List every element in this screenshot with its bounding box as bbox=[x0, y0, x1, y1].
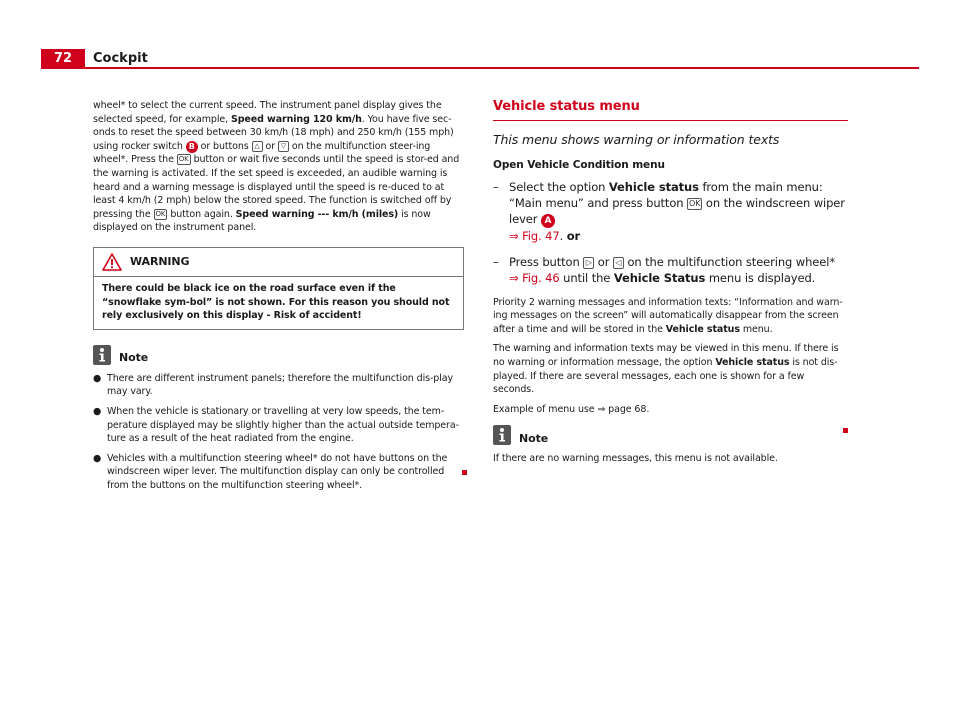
bold-text: Vehicle status bbox=[715, 356, 790, 368]
text-span: or buttons bbox=[197, 140, 252, 152]
example-paragraph: Example of menu use ⇒ page 68. bbox=[493, 403, 650, 415]
note-header bbox=[93, 344, 464, 366]
warning-header bbox=[94, 248, 463, 277]
step-text bbox=[509, 254, 848, 286]
page-number: 72 bbox=[41, 49, 85, 69]
bullet-icon: ● bbox=[93, 372, 102, 384]
text-span: button again. bbox=[167, 208, 236, 220]
fig-46-link[interactable]: ⇒ Fig. 46 bbox=[509, 270, 560, 285]
speed-warning-paragraph bbox=[93, 99, 464, 235]
header-rule bbox=[41, 67, 919, 69]
note-title: Note bbox=[119, 350, 149, 364]
text-span: menu is displayed. bbox=[705, 270, 816, 285]
chapter-title: Cockpit bbox=[93, 51, 148, 66]
note-item-text: When the vehicle is stationary or travelling at very low speeds, the tem-perature displayed may be slightly higher than the actual outside tempera-ture as a result of the heat radiated from the engine. bbox=[107, 405, 459, 445]
priority-paragraph bbox=[493, 296, 848, 337]
text-span: wheel* to select the current speed. The instrument panel display gives the selected speed, for example, bbox=[93, 100, 442, 125]
text-span: from the main menu: “Main menu” and press button bbox=[509, 179, 823, 210]
note-item-text: There are different instrument panels; therefore the multifunction dis-play may vary. bbox=[107, 372, 454, 398]
section-subtitle: This menu shows warning or information texts bbox=[493, 132, 780, 147]
note-info-icon bbox=[93, 345, 111, 365]
note-item bbox=[93, 452, 464, 493]
text-span: Vehicles with a multifunction steering wheel* do not have buttons on the windscreen wiper lever. The multifunction display can only be controlled from the buttons on the multifunction steering wheel*. bbox=[107, 452, 448, 491]
note-title: Note bbox=[519, 431, 549, 445]
text-span: is not dis-played. If there are several messages, each one is shown for a few seconds. bbox=[493, 356, 838, 396]
wiper-lever-a-marker: A bbox=[541, 214, 555, 228]
fig-47-link[interactable]: ⇒ Fig. 47 bbox=[509, 228, 560, 243]
text-span: until the bbox=[559, 270, 614, 285]
bullet-icon: ● bbox=[93, 405, 102, 417]
bold-text: Vehicle status bbox=[665, 323, 740, 335]
warning-triangle-icon bbox=[102, 253, 122, 271]
bold-text: Vehicle Status bbox=[613, 270, 706, 285]
text-span: menu. bbox=[739, 323, 773, 335]
bold-text: Speed warning --- km/h (miles) bbox=[235, 208, 399, 220]
text-span: on the windscreen wiper lever bbox=[509, 195, 845, 226]
bullet-icon: ● bbox=[93, 452, 102, 464]
text-span: is now displayed on the instrument panel. bbox=[93, 208, 431, 234]
note-text: If there are no warning messages, this menu is not available. bbox=[493, 453, 778, 465]
right-arrow-button-icon: ▷ bbox=[583, 257, 594, 269]
section-end-marker bbox=[462, 470, 467, 475]
ok-button-icon: OK bbox=[178, 155, 189, 164]
dash-icon: – bbox=[493, 179, 499, 194]
text-span: Press button bbox=[509, 254, 584, 269]
warning-text: There could be black ice on the road surface even if the “snowflake sym-bol” is not shown. For this reason you should not rely exclusively on this display - Risk of accident! bbox=[102, 282, 450, 322]
text-span: . You have five sec-onds to reset the speed between 30 km/h (18 mph) and 250 km/h (155 mph) using rocker switch bbox=[93, 113, 454, 152]
text-span: Select the option bbox=[509, 179, 609, 194]
procedure-step-1 bbox=[493, 179, 848, 244]
text-span: . bbox=[559, 228, 567, 243]
text-span: or bbox=[262, 140, 278, 152]
note-info-icon bbox=[493, 425, 511, 445]
note-item-text bbox=[107, 452, 464, 493]
bold-text: or bbox=[566, 228, 581, 243]
text-span: or bbox=[594, 254, 613, 269]
rocker-switch-b-marker: B bbox=[186, 141, 198, 153]
section-heading: Vehicle status menu bbox=[493, 99, 640, 114]
ok-button-icon: OK bbox=[155, 209, 166, 218]
text-span: on the multifunction steering wheel* bbox=[623, 254, 836, 269]
note-header bbox=[493, 424, 848, 446]
section-end-marker bbox=[843, 428, 848, 433]
procedure-heading: Open Vehicle Condition menu bbox=[493, 159, 665, 171]
viewing-paragraph bbox=[493, 342, 848, 396]
bold-text: Vehicle status bbox=[608, 179, 699, 194]
ok-button-icon: OK bbox=[689, 198, 701, 208]
warning-title: WARNING bbox=[130, 255, 190, 269]
note-item bbox=[93, 405, 464, 446]
text-span: button or wait five seconds until the speed is stor-ed and the warning is activated. If the set speed is exceeded, an audible warning is heard and a warning message is displayed until the speed is re-duced to at least 4 km/h (2 mph) below the stored speed. The function is switched off by pressing the bbox=[93, 154, 460, 220]
up-button-icon: △ bbox=[252, 141, 263, 152]
note-item bbox=[93, 372, 464, 399]
down-button-icon: ▽ bbox=[278, 141, 289, 152]
text-span: The warning and information texts may be viewed in this menu. If there is no warning or information message, the option bbox=[493, 343, 839, 368]
step-text bbox=[509, 179, 848, 244]
procedure-step-2 bbox=[493, 254, 848, 286]
dash-icon: – bbox=[493, 254, 499, 269]
left-arrow-button-icon: ◁ bbox=[613, 257, 624, 269]
heading-rule bbox=[493, 120, 848, 121]
text-span: on the multifunction steer-ing wheel*. Press the bbox=[93, 140, 431, 166]
bold-text: Speed warning 120 km/h bbox=[230, 113, 362, 125]
left-column bbox=[93, 99, 464, 498]
warning-box bbox=[93, 247, 464, 330]
right-column bbox=[493, 97, 848, 472]
text-span: Priority 2 warning messages and information texts: “Information and warn-ing messages on the screen” will automatically disappear from the screen after a time and will be stored in the bbox=[493, 296, 843, 335]
